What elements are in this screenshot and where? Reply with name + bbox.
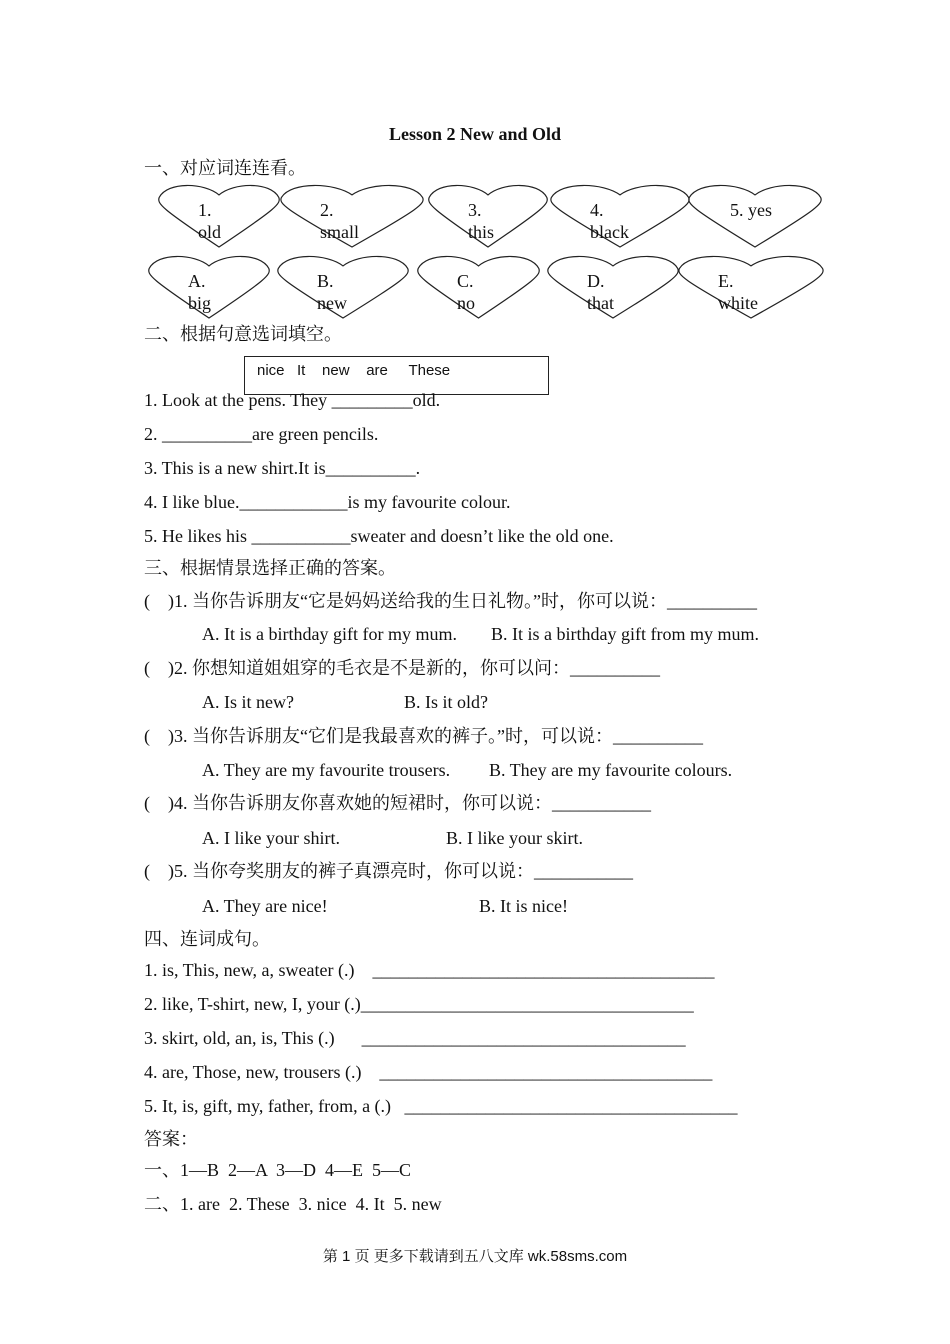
option-b: B. It is nice! xyxy=(479,896,568,916)
heart-word: big xyxy=(188,293,212,313)
option-a: A. I like your shirt. xyxy=(202,828,340,848)
heart-number: 3. xyxy=(468,200,482,220)
order-item: 1. is, This, new, a, sweater (.) ______________________________________ xyxy=(144,960,715,980)
heart-word: old xyxy=(198,222,222,242)
heart-word: no xyxy=(457,293,475,313)
heart-word: black xyxy=(590,222,629,242)
heart-number: 1. xyxy=(198,200,212,220)
section3-heading: 三、根据情景选择正确的答案。 xyxy=(144,558,396,578)
choice-question: ( )4. 当你告诉朋友你喜欢她的短裙时，你可以说：___________ xyxy=(144,793,651,813)
heart-number: B. xyxy=(317,271,334,291)
section2-heading: 二、根据句意选词填空。 xyxy=(144,324,342,344)
option-a: A. It is a birthday gift for my mum. xyxy=(202,624,457,644)
option-b: B. Is it old? xyxy=(404,692,488,712)
page-title: Lesson 2 New and Old xyxy=(388,124,562,144)
heart-card xyxy=(417,256,540,318)
option-b: B. They are my favourite colours. xyxy=(489,760,733,780)
heart-word: small xyxy=(320,222,359,242)
answers-line: 一、1—B 2—A 3—D 4—E 5—C xyxy=(144,1160,412,1180)
page-footer: 第 1 页 更多下载请到五八文库 wk.58sms.com xyxy=(322,1248,628,1265)
heart-card xyxy=(547,256,679,318)
heart-number: A. xyxy=(188,271,206,291)
heart-card xyxy=(158,185,280,247)
fill-item: 3. This is a new shirt.It is__________. xyxy=(144,458,421,478)
heart-word: this xyxy=(468,222,495,242)
choice-question: ( )2. 你想知道姐姐穿的毛衣是不是新的，你可以问：__________ xyxy=(144,658,660,678)
heart-card xyxy=(678,256,824,318)
heart-number: 4. xyxy=(590,200,604,220)
fill-item: 2. __________are green pencils. xyxy=(144,424,379,444)
heart-icon xyxy=(417,256,540,318)
heart-card xyxy=(428,185,548,247)
word-box-text: nice It new are These xyxy=(257,362,451,379)
order-item: 5. It, is, gift, my, father, from, a (.) _____________________________________ xyxy=(144,1096,738,1116)
choice-question: ( )5. 当你夸奖朋友的裤子真漂亮时，你可以说：___________ xyxy=(144,861,633,881)
heart-card xyxy=(550,185,690,247)
heart-number: D. xyxy=(587,271,605,291)
heart-word: that xyxy=(587,293,614,313)
section1-heading: 一、对应词连连看。 xyxy=(144,158,306,178)
fill-item: 1. Look at the pens. They _________old. xyxy=(144,390,441,410)
option-b: B. It is a birthday gift from my mum. xyxy=(491,624,759,644)
heart-number: 2. xyxy=(320,200,334,220)
option-b: B. I like your skirt. xyxy=(446,828,583,848)
order-item: 4. are, Those, new, trousers (.) _____________________________________ xyxy=(144,1062,713,1082)
heart-number: C. xyxy=(457,271,474,291)
order-item: 2. like, T-shirt, new, I, your (.)_____________________________________ xyxy=(144,994,694,1014)
heart-card xyxy=(688,185,822,247)
heart-number: 5. yes xyxy=(730,200,772,220)
answers-heading: 答案： xyxy=(144,1129,198,1149)
answers-line: 二、1. are 2. These 3. nice 4. It 5. new xyxy=(144,1194,442,1214)
heart-card xyxy=(280,185,424,247)
heart-word: white xyxy=(718,293,758,313)
heart-card xyxy=(277,256,409,318)
heart-word: new xyxy=(317,293,347,313)
choice-question: ( )1. 当你告诉朋友“它是妈妈送给我的生日礼物。”时，你可以说：__________ xyxy=(144,591,757,611)
option-a: A. Is it new? xyxy=(202,692,294,712)
option-a: A. They are nice! xyxy=(202,896,328,916)
option-a: A. They are my favourite trousers. xyxy=(202,760,451,780)
heart-number: E. xyxy=(718,271,734,291)
choice-question: ( )3. 当你告诉朋友“它们是我最喜欢的裤子。”时，可以说：__________ xyxy=(144,726,703,746)
section4-heading: 四、连词成句。 xyxy=(144,929,270,949)
heart-card xyxy=(148,256,270,318)
order-item: 3. skirt, old, an, is, This (.) ____________________________________ xyxy=(144,1028,686,1048)
fill-item: 4. I like blue.____________is my favourite colour. xyxy=(144,492,511,512)
fill-item: 5. He likes his ___________sweater and doesn’t like the old one. xyxy=(144,526,614,546)
